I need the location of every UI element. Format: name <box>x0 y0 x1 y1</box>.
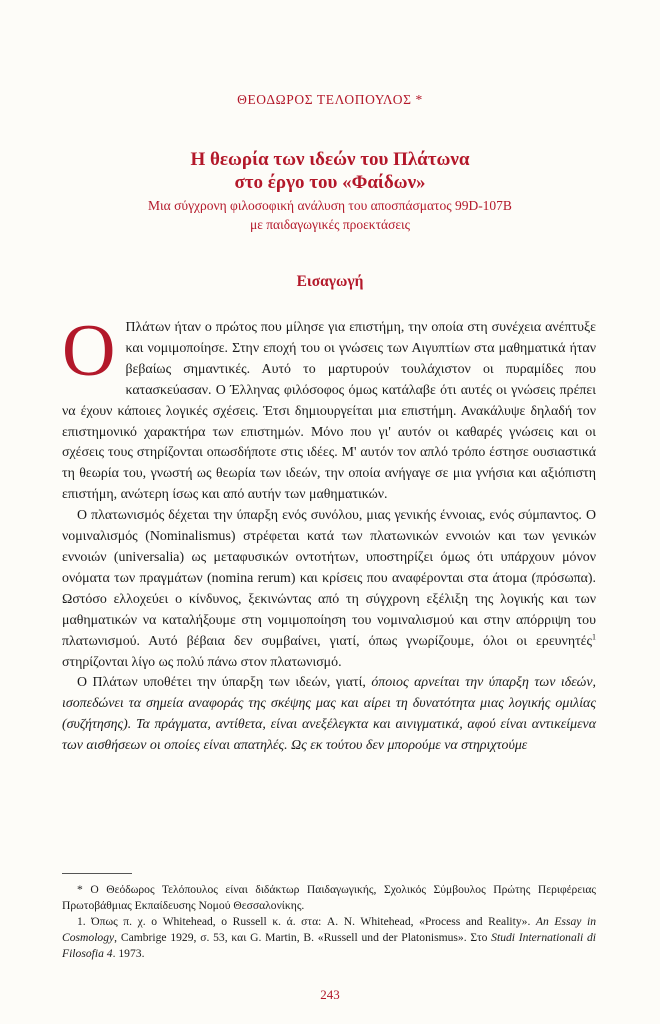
footnote-1-text-c: . 1973. <box>112 947 145 960</box>
drop-cap: Ο <box>62 310 116 392</box>
footnote-1 <box>62 914 596 962</box>
page-number: 243 <box>320 987 340 1002</box>
paragraph-2 <box>62 506 596 673</box>
title-line-1: Η θεωρία των ιδεών του Πλάτωνα <box>190 149 470 170</box>
title-line-2: στο έργο του «Φαίδων» <box>234 172 426 193</box>
footnote-divider <box>62 873 132 874</box>
paragraph-2-text-b: στηρίζονται λίγο ως πολύ πάνω στον πλατωνισμό. <box>62 654 342 670</box>
paragraph-3 <box>62 673 596 757</box>
paragraph-3-italic: όποιος αρνείται την ύπαρξη των ιδεών, ισοπεδώνει τα σημεία αναφοράς της σκέψης μας και αίρει τη δυνατότητα μιας λογικής ομιλίας (συζήτησης). Τα πράγματα, αντίθετα, είναι ανεξέλεγκτα και αινιγματικά, αφού είναι αντικείμενα των αισθήσεων οι οποίες είναι απατηλές. Ως εκ τούτου δεν μπορούμε να στηριχτούμε <box>62 675 596 754</box>
footnotes <box>62 882 596 962</box>
paragraph-3-text-a: Ο Πλάτων υποθέτει την ύπαρξη των ιδεών, γιατί, <box>77 675 372 691</box>
paragraph-1 <box>62 310 596 506</box>
paragraph-1-text: Πλάτων ήταν ο πρώτος που μίλησε για επιστήμη, την οποία στη συνέχεια ανέπτυξε και νομιμοποίησε. Στην εποχή του οι γνώσεις των Αιγυπτίων στα μαθηματικά ήταν βεβαίως σημαντικές. Αυτό το μαρτυρούν τουλάχιστον οι πυραμίδες που κατασκεύασαν. Ο Έλληνας φιλόσοφος όμως κατάλαβε ότι αυτές οι γνώσεις πρέπει να έχουν κάποιες λογικές σχέσεις. Έτσι δημιουργείται μια επιστήμη. Ανακάλυψε δηλαδή τον επιστημονικό χαρακτήρα των επιστημών. Μόνο που γι' αυτόν οι καθαρές γνώσεις και οι σχέσεις τους στηρίζονται οπωσδήποτε στις ιδέες. Μ' αυτόν τον απλό τρόπο έστησε ουσιαστικά τη θεωρία του, γνωστή ως θεωρία των ιδεών, την οποία ανήγαγε σε μια γνήσια και αξιόπιστη επιστήμη, ανώτερη ίσως και από αυτήν των μαθηματικών. <box>62 320 596 503</box>
footnote-1-italic-2: Studi Internationali di Filosofia 4 <box>62 931 596 960</box>
footnote-ref-1: 1 <box>592 631 596 641</box>
footnote-1-text-b: , Cambrige 1929, σ. 53, και G. Martin, B. «Russell und der Platonismus». Στο <box>114 931 492 944</box>
footnote-1-italic-1: An Essay in Cosmology <box>62 915 596 944</box>
subtitle-line-1: Μια σύγχρονη φιλοσοφική ανάλυση του αποσπάσματος 99D-107B <box>148 198 512 213</box>
article-subtitle <box>0 196 660 234</box>
section-heading: Εισαγωγή <box>296 273 364 290</box>
body-text <box>62 310 596 757</box>
author-name: ΘΕΟΔΩΡΟΣ ΤΕΛΟΠΟΥΛΟΣ * <box>237 92 423 107</box>
footnote-1-text-a: 1. Όπως π. χ. ο Whitehead, ο Russell κ. ά. στα: A. N. Whitehead, «Process and Reality». <box>77 915 536 928</box>
footnote-star: * Ο Θεόδωρος Τελόπουλος είναι διδάκτωρ Παιδαγωγικής, Σχολικός Σύμβουλος Πρώτης Περιφέρειας Πρωτοβάθμιας Εκπαίδευσης Νομού Θεσσαλονίκης. <box>62 883 596 912</box>
article-title <box>0 148 660 194</box>
subtitle-line-2: με παιδαγωγικές προεκτάσεις <box>249 217 411 232</box>
paragraph-2-text-a: Ο πλατωνισμός δέχεται την ύπαρξη ενός συνόλου, μιας γενικής έννοιας, ενός σύμπαντος. Ο νομιναλισμός (Nominalismus) στρέφεται κατά των πλατωνικών εννοιών και των γενικών εννοιών (universalia) ως μεταφυσικών οντοτήτων, υποστηρίζει όμως ότι υπάρχουν μόνον ονόματα των πραγμάτων (nomina rerum) και κρίσεις που αναφέρονται στα άτομα (πρόσωπα). Ωστόσο ελλοχεύει ο κίνδυνος, ξεκινώντας από τη σύγχρονη εξέλιξη της λογικής και των μαθηματικών να καταλήξουμε στη νομιμοποίηση του νομιναλισμού και στην απόρριψη του πλατωνισμού. Αυτό βέβαια δεν συμβαίνει, γιατί, όπως γνωρίζουμε, όλοι οι ερευνητές <box>62 508 596 649</box>
